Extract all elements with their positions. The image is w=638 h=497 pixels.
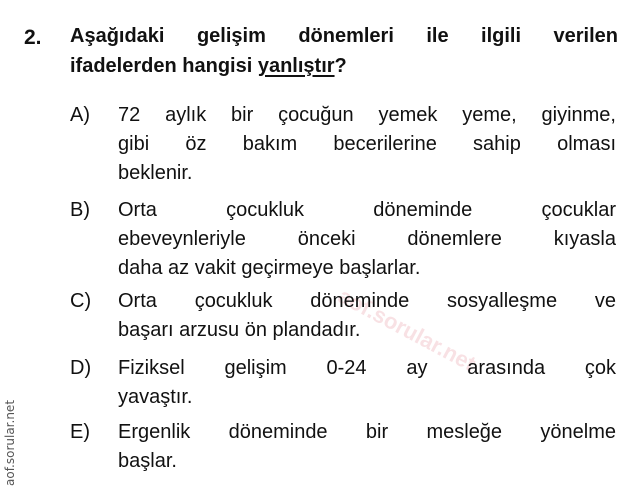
option-line: başlar. bbox=[118, 450, 177, 472]
option-text bbox=[118, 418, 616, 476]
option-label: A) bbox=[70, 104, 90, 126]
option-line: beklenir. bbox=[118, 162, 193, 184]
side-site-label: aof.sorular.net bbox=[3, 399, 17, 486]
option-line: yavaştır. bbox=[118, 386, 193, 408]
option-line: Fiziksel gelişim 0-24 ay arasında çok bbox=[118, 357, 616, 379]
question-keyword: yanlıştır bbox=[257, 55, 335, 77]
option-label: E) bbox=[70, 421, 90, 443]
option-text bbox=[118, 101, 616, 188]
option-line: daha az vakit geçirmeye başlarlar. bbox=[118, 257, 421, 279]
question-line-2-start: ifadelerden hangisi bbox=[70, 55, 258, 77]
option-text bbox=[118, 354, 616, 412]
option-text bbox=[118, 196, 616, 283]
option-label: C) bbox=[70, 290, 92, 312]
option-text bbox=[118, 287, 616, 345]
question-number: 2. bbox=[24, 26, 42, 49]
option-line: gibi öz bakım becerilerine sahip olması bbox=[118, 133, 616, 155]
watermark: aof.sorular.net bbox=[334, 283, 480, 377]
option-label: B) bbox=[70, 199, 90, 221]
option-line: 72 aylık bir çocuğun yemek yeme, giyinme, bbox=[118, 104, 616, 126]
option-line: Ergenlik döneminde bir mesleğe yönelme bbox=[118, 421, 616, 443]
option-line: Orta çocukluk döneminde sosyalleşme ve bbox=[118, 290, 616, 312]
question-mark: ? bbox=[334, 55, 347, 77]
option-line: başarı arzusu ön plandadır. bbox=[118, 319, 361, 341]
option-line: ebeveynleriyle önceki dönemlere kıyasla bbox=[118, 228, 616, 250]
question-text bbox=[70, 21, 618, 81]
option-line: Orta çocukluk döneminde çocuklar bbox=[118, 199, 616, 221]
question-line-1: Aşağıdaki gelişim dönemleri ile ilgili verilen bbox=[70, 25, 618, 47]
question-line-2 bbox=[70, 51, 618, 81]
option-label: D) bbox=[70, 357, 92, 379]
